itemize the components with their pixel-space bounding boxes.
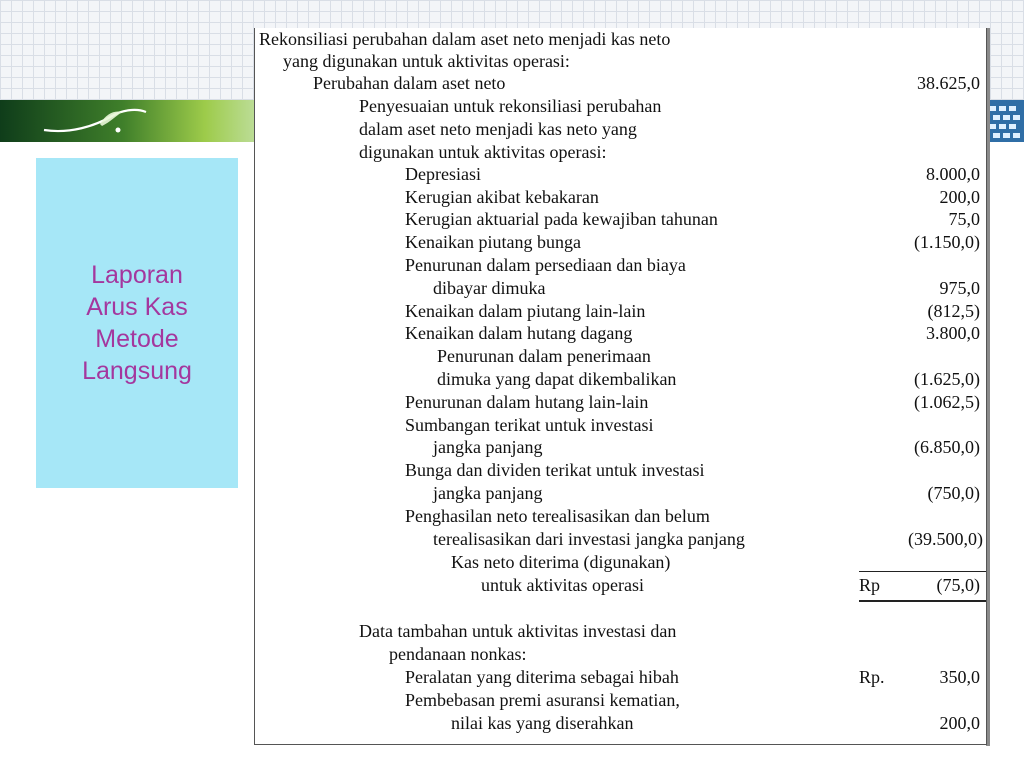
statement-row: [255, 528, 986, 551]
row-value: 75,0: [948, 209, 980, 229]
row-label: pendanaan nonkas:: [389, 644, 527, 664]
row-label: Kerugian aktuarial pada kewajiban tahunan: [405, 209, 718, 229]
statement-row: [255, 459, 986, 482]
row-value: 350,0: [939, 667, 980, 687]
statement-row: [255, 689, 986, 712]
title-line: Arus Kas: [86, 293, 188, 321]
row-label: Sumbangan terikat untuk investasi: [405, 415, 654, 435]
statement-row: [255, 254, 986, 277]
statement-row: [255, 208, 986, 231]
row-label: Penyesuaian untuk rekonsiliasi perubahan: [359, 96, 662, 116]
title-line: Langsung: [82, 357, 192, 385]
statement-row: [255, 50, 986, 73]
statement-row: [255, 186, 986, 209]
row-label: terealisasikan dari investasi jangka panjang: [433, 529, 745, 549]
statement-row: [255, 322, 986, 345]
row-value: (1.150,0): [914, 232, 980, 252]
row-label: Penurunan dalam hutang lain-lain: [405, 392, 649, 412]
row-label: Pembebasan premi asuransi kematian,: [405, 690, 680, 710]
keyboard-icon: [985, 100, 1024, 142]
statement-row: [255, 368, 986, 391]
row-label: Rekonsiliasi perubahan dalam aset neto menjadi kas neto: [259, 29, 671, 49]
row-label: untuk aktivitas operasi: [481, 575, 644, 595]
statement-row: [255, 482, 986, 505]
title-line: Metode: [95, 325, 179, 353]
statement-row: [255, 231, 986, 254]
subtotal-rule: [859, 571, 986, 572]
row-value: (1.062,5): [914, 392, 980, 412]
row-label: dimuka yang dapat dikembalikan: [437, 369, 677, 389]
statement-row: [255, 300, 986, 323]
row-value: 38.625,0: [917, 73, 980, 93]
cash-flow-statement: [254, 28, 987, 745]
row-label: Kenaikan dalam piutang lain-lain: [405, 301, 646, 321]
row-label: Depresiasi: [405, 164, 481, 184]
row-value: (812,5): [927, 301, 980, 321]
statement-row: [255, 712, 986, 735]
row-label: yang digunakan untuk aktivitas operasi:: [283, 51, 570, 71]
statement-row: [255, 141, 986, 164]
statement-row: [255, 345, 986, 368]
row-value: (750,0): [927, 483, 980, 503]
row-label: nilai kas yang diserahkan: [451, 713, 634, 733]
statement-row: [255, 620, 986, 643]
statement-row: [255, 391, 986, 414]
row-label: Kenaikan dalam hutang dagang: [405, 323, 633, 343]
statement-row: [255, 95, 986, 118]
statement-row: [255, 436, 986, 459]
title-line: Laporan: [91, 261, 183, 289]
row-value: 3.800,0: [926, 323, 980, 343]
row-value: 975,0: [939, 278, 980, 298]
row-value: (39.500,0): [908, 529, 983, 549]
title-panel: [36, 158, 238, 488]
statement-row: [255, 28, 986, 51]
row-value: (1.625,0): [914, 369, 980, 389]
row-label: jangka panjang: [433, 437, 543, 457]
statement-row: [255, 643, 986, 666]
row-label: Peralatan yang diterima sebagai hibah: [405, 667, 679, 687]
row-label: Kenaikan piutang bunga: [405, 232, 581, 252]
statement-row: [255, 118, 986, 141]
row-label: Penghasilan neto terealisasikan dan belum: [405, 506, 710, 526]
row-value: (6.850,0): [914, 437, 980, 457]
slide-title: [82, 259, 192, 387]
row-label: Kas neto diterima (digunakan): [451, 552, 671, 572]
row-currency: Rp.: [859, 667, 885, 687]
statement-row: [255, 574, 986, 597]
row-value: 200,0: [939, 713, 980, 733]
row-value: 8.000,0: [926, 164, 980, 184]
row-label: Data tambahan untuk aktivitas investasi dan: [359, 621, 677, 641]
row-label: Bunga dan dividen terikat untuk investasi: [405, 460, 705, 480]
row-label: Kerugian akibat kebakaran: [405, 187, 599, 207]
statement-row: [255, 414, 986, 437]
statement-row: [255, 163, 986, 186]
row-label: digunakan untuk aktivitas operasi:: [359, 142, 607, 162]
row-value: (75,0): [936, 575, 980, 595]
row-label: Penurunan dalam penerimaan: [437, 346, 651, 366]
leaf-swirl-icon: [40, 104, 150, 136]
row-label: Perubahan dalam aset neto: [313, 73, 506, 93]
statement-row: [255, 505, 986, 528]
row-value: 200,0: [939, 187, 980, 207]
row-label: jangka panjang: [433, 483, 543, 503]
statement-row: [255, 666, 986, 689]
statement-row: [255, 72, 986, 95]
row-label: Penurunan dalam persediaan dan biaya: [405, 255, 686, 275]
row-label: dibayar dimuka: [433, 278, 546, 298]
statement-row: [255, 277, 986, 300]
total-rule: [859, 600, 986, 602]
row-label: dalam aset neto menjadi kas neto yang: [359, 119, 637, 139]
row-currency: Rp: [859, 575, 881, 595]
